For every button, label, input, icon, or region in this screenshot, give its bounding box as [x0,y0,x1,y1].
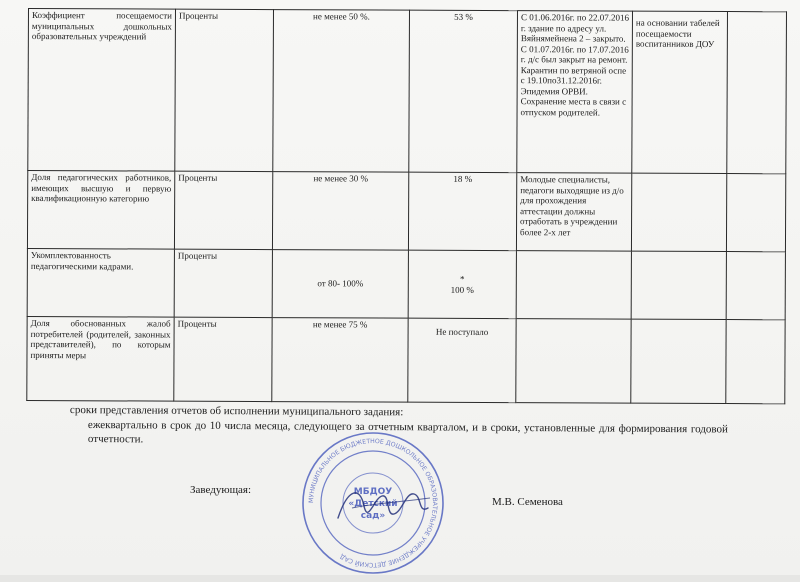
table-row [27,248,785,319]
source-cell [631,251,726,319]
source-cell: на основании табелей посещаемости воспитанников ДОУ [632,11,728,173]
reason-line: С 01.06.2016г. по 22.07.2016 г. здание по адресу ул. Вяйнямейнена 2 – закрыто. [520,12,629,44]
stamp-name-2: сад» [360,511,386,521]
actual-cell: 18 % [408,172,516,250]
unit-cell: Проценты [174,249,272,317]
reason-line: Сохранение места в связи с отпуском родителей. [520,96,627,117]
empty-cell [726,252,785,320]
unit-cell: Проценты [174,317,272,401]
actual-value: 100 % [450,284,474,295]
table-row [27,171,785,252]
source-cell [631,319,726,403]
signatory-title: Заведующая: [190,484,252,496]
handwritten-signature [330,478,440,533]
page-edge [0,575,800,582]
reason-line: Эпидемия ОРВИ. [520,85,588,96]
indicator-cell: Укомплектованность педагогическими кадрами. [27,248,174,317]
unit-cell: Проценты [175,9,274,171]
target-cell: не менее 75 % [272,318,408,403]
empty-cell [726,174,785,252]
actual-cell: Не поступало [408,318,516,402]
empty-cell [727,12,787,174]
reason-cell: Молодые специалисты, педагоги выходящие из д/о для прохождения аттестации должны отработать в учреждении более 2-х лет [516,173,631,252]
actual-cell [408,250,516,318]
reason-cell [516,251,631,320]
stamp-ring-text: МУНИЦИПАЛЬНОЕ БЮДЖЕТНОЕ ДОШКОЛЬНОЕ ОБРАЗОВАТЕЛЬНОЕ УЧРЕЖДЕНИЕ ДЕТСКИЙ САД [307,437,439,569]
indicator-cell: Коэффициент посещаемости муниципальных дошкольных образовательных учреждений [28,9,176,172]
actual-cell: 53 % [409,10,518,172]
reason-cell [516,319,631,404]
deadline-text-end: отчетности. [87,433,144,446]
deadline-text: ежеквартально в срок до 10 числа месяца, следующего за отчетным кварталом, и в сроки, установленные для формирования годовой [87,419,728,436]
empty-cell [726,320,785,404]
report-table [26,8,787,404]
stamp-name-1: «Детский [348,499,398,509]
target-cell: не менее 50 %. [273,10,410,173]
source-cell [631,173,726,251]
deadline-heading: сроки представления отчетов об исполнении муниципального задания: [69,404,404,419]
target-cell: не менее 30 % [272,172,408,251]
target-cell: от 80- 100% [272,250,408,319]
indicator-cell: Доля обоснованных жалоб потребителей (родителей, законных представителей), по которым приняты меры [27,316,174,401]
reason-line: Карантин по ветряной оспе с 19.10по31.12.2016г. [520,64,627,86]
table-row [28,9,787,174]
stamp-org: МБДОУ [353,487,393,497]
table-row [27,316,785,403]
unit-cell: Проценты [174,171,272,249]
indicator-cell: Доля педагогических работников, имеющих высшую и первую квалификационную категорию [27,171,174,250]
signatory-name: М.В. Семенова [492,496,563,508]
reason-line: С 01.07.2016г. по 17.07.2016 г. д/с был закрыт на ремонт. [520,43,629,65]
reason-cell [517,11,633,174]
actual-mark: * [460,273,465,284]
